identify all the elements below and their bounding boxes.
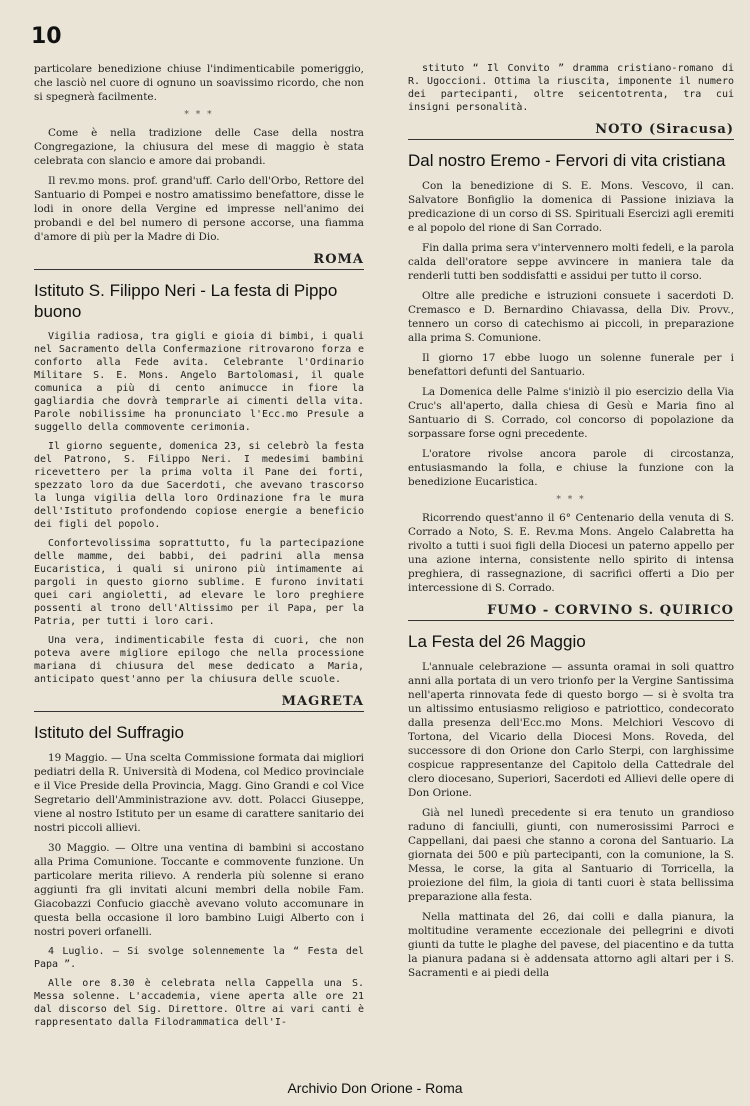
place-heading-roma: ROMA — [313, 252, 364, 267]
section-separator: * * * — [184, 110, 214, 120]
paragraph: Una vera, indimenticabile festa di cuori, che non poteva avere migliore epilogo che nella processione mariana di chiusura del mese dedicato a Maria, anticipato quest'anno per la chiusura delle scuole. — [34, 635, 364, 685]
article-title-magreta: Istituto del Suffragio — [34, 723, 184, 742]
article-title-roma: Istituto S. Filippo Neri - La festa di Pippo buono — [34, 281, 338, 321]
place-heading-fumo: FUMO - CORVINO S. QUIRICO — [487, 603, 734, 618]
section-separator: * * * — [556, 495, 586, 505]
divider — [408, 620, 734, 621]
paragraph: 19 Maggio. — Una scelta Commissione formata dai migliori pediatri della R. Università di Modena, col Medico provinciale e il Vice Preside della Provincia, Magg. Gino Grandi e col Vice Segretario dell'Amministrazione avv. dott. Polacci Giuseppe, viene al nostro Istituto per un esame di carattere sanitario dei nostri piccoli allievi. — [34, 752, 364, 834]
paragraph: Confortevolissima soprattutto, fu la partecipazione delle mamme, dei babbi, dei padrini alla mensa Eucaristica, i quali si unirono più intimamente ai pargoli in questo giorno sublime. E furono invitati quei cari angioletti, ad elevare le loro preghiere possenti al trono dell'Altissimo per il Papa, per la Patria, per tutti i loro cari. — [34, 538, 364, 627]
paragraph: Il giorno 17 ebbe luogo un solenne funerale per i benefattori defunti del Santuario. — [408, 352, 734, 378]
paragraph: L'annuale celebrazione — assunta oramai in soli quattro anni alla portata di un vero trionfo per la Vergine Santissima nell'aperta rinnovata fede di questo borgo — si è svolta tra un altissimo entusiasmo religioso e patriottico, condecorato dalla presenza dell'Ecc.mo Mons. Melchiori Vescovo di Tortona, del Vicario della Diocesi Mons. Roveda, del successore di don Orione don Carlo Sterpi, con larghissime cospicue rappresentanze del Capitolo della Cattedrale del clero diocesano, Superiori, Sacerdoti ed Allievi delle opere di Don Orione. — [408, 661, 734, 799]
paragraph: stituto “ Il Convito ” dramma cristiano-romano di R. Ugoccioni. Ottima la riuscita, imponente il numero dei partecipanti, oltre seicentotrenta, tra cui insigni personalità. — [408, 63, 734, 113]
paragraph: particolare benedizione chiuse l'indimenticabile pomeriggio, che lasciò nel cuore di ognuno un soavissimo ricordo, che non si spegnerà facilmente. — [34, 63, 364, 103]
article-body-magreta-tail — [34, 945, 364, 1029]
paragraph: Il rev.mo mons. prof. grand'uff. Carlo dell'Orbo, Rettore del Santuario di Pompei e nostro amatissimo benefattore, disse le lodi in onore della Vergine ed impresse nell'animo dei probandi e del bel numero di persone accorse, una fiamma d'amore di più per la Madre di Dio. — [34, 175, 364, 243]
paragraph: L'oratore rivolse ancora parole di circostanza, entusiasmando la folla, e chiuse la funzione con la benedizione Eucaristica. — [408, 448, 734, 488]
divider — [34, 711, 364, 712]
place-heading-noto: NOTO (Siracusa) — [595, 122, 734, 137]
page-number: 10 — [31, 24, 62, 49]
paragraph: Già nel lunedì precedente si era tenuto un grandioso raduno di fanciulli, giunti, con numerosissimi Parroci e Cappellani, dai paesi che stanno a corona del Santuario. La giornata dei 500 e più partecipanti, con la comunione, la S. Messa, le corse, la gita al Santuario di Torricella, la proiezione del film, la gioia di tanti cuori è stata bellissima preparazione alla festa. — [408, 807, 734, 903]
left-column — [34, 62, 364, 1035]
paragraph: Fin dalla prima sera v'intervennero molti fedeli, e la parola calda dell'oratore seppe avvincere in maniera tale da renderli tutti ben soddisfatti e assidui per tutto il corso. — [408, 242, 735, 282]
paragraph: Con la benedizione di S. E. Mons. Vescovo, il can. Salvatore Bonfiglio la domenica di Passione iniziava la predicazione di un corso di SS. Spirituali Esercizi agli eremiti e al popolo del rione di San Corrado. — [408, 180, 734, 234]
paragraph: Vigilia radiosa, tra gigli e gioia di bimbi, i quali nel Sacramento della Confermazione ritrovarono forza e conforto alla Fede avita. Celebrante l'Ordinario Militare S. E. Mons. Angelo Bartolomasi, il quale comunica a più di cento animucce in fiore la gagliardia che dovrà temprarle ai cimenti della vita. Parole nobilissime ha pronunciato l'Ecc.mo Presule a suggello della commovente cerimonia. — [34, 331, 364, 433]
article-body-roma — [34, 330, 364, 686]
divider — [34, 269, 364, 270]
paragraph: 4 Luglio. — Si svolge solennemente la “ Festa del Papa ”. — [34, 946, 364, 970]
paragraph: Alle ore 8.30 è celebrata nella Cappella una S. Messa solenne. L'accademia, viene aperta alle ore 21 dal discorso del Sig. Direttore. Oltre ai vari canti è rappresentato dalla Filodrammatica dell'I- — [34, 978, 364, 1028]
paragraph: Come è nella tradizione delle Case della nostra Congregazione, la chiusura del mese di maggio è stata celebrata con slancio e amore dai probandi. — [34, 127, 364, 167]
article-title-noto: Dal nostro Eremo - Fervori di vita cristiana — [408, 151, 726, 170]
right-column — [408, 62, 734, 986]
paragraph: 30 Maggio. — Oltre una ventina di bambini si accostano alla Prima Comunione. Toccante e commovente funzione. Un particolare merita rilievo. A renderla più solenne si erano aggiunti fra gli invitati alcuni membri della nobile Fam. Giacobazzi Confucio giacchè avevano voluto accomunare in questa bella occasione il loro bambino Luigi Alberto con i nostri poveri orfanelli. — [34, 842, 364, 938]
paragraph: Il giorno seguente, domenica 23, si celebrò la festa del Patrono, S. Filippo Neri. I medesimi bambini ricevettero per la prima volta il Pane dei forti, spezzato loro da due Sacerdoti, che avevano trascorso la lunga vigilia della loro Ordinazione fra le mura dell'Istituto profondendo copiose energie a beneficio dei figli del popolo. — [34, 441, 364, 530]
paragraph: Oltre alle prediche e istruzioni consuete i sacerdoti D. Cremasco e D. Bernardino Chiavassa, della Div. Provv., tennero un corso di catechismo ai piccoli, in preparazione alla prima S. Comunione. — [408, 290, 734, 344]
divider — [408, 139, 734, 140]
paragraph: Nella mattinata del 26, dai colli e dalla pianura, la moltitudine veramente eccezionale dei pellegrini e divoti giunti da tutte le plaghe del pavese, del piacentino e da tutta la pianura padana si è addensata attorno agli altari per i S. Sacramenti e ai piedi della — [408, 911, 734, 979]
article-continuation — [408, 62, 734, 114]
archive-footer: Archivio Don Orione - Roma — [287, 1080, 463, 1096]
paragraph: Ricorrendo quest'anno il 6° Centenario della venuta di S. Corrado a Noto, S. E. Rev.ma Mons. Angelo Calabretta ha rivolto a tutti i suoi figli della Diocesi un paterno appello per una azione interna, consistente nello spirito di intensa preghiera, di rassegnazione, di sacrifici offerti a Dio per intercessione di S. Corrado. — [408, 512, 734, 594]
article-title-fumo: La Festa del 26 Maggio — [408, 632, 586, 651]
place-heading-magreta: MAGRETA — [281, 694, 364, 709]
paragraph: La Domenica delle Palme s'iniziò il pio esercizio della Via Cruc's all'aperto, dalla chiesa di Gesù e Maria fino al Santuario di S. Corrado, col concorso di popolazione da sorpassare forse ogni precedente. — [408, 386, 734, 440]
